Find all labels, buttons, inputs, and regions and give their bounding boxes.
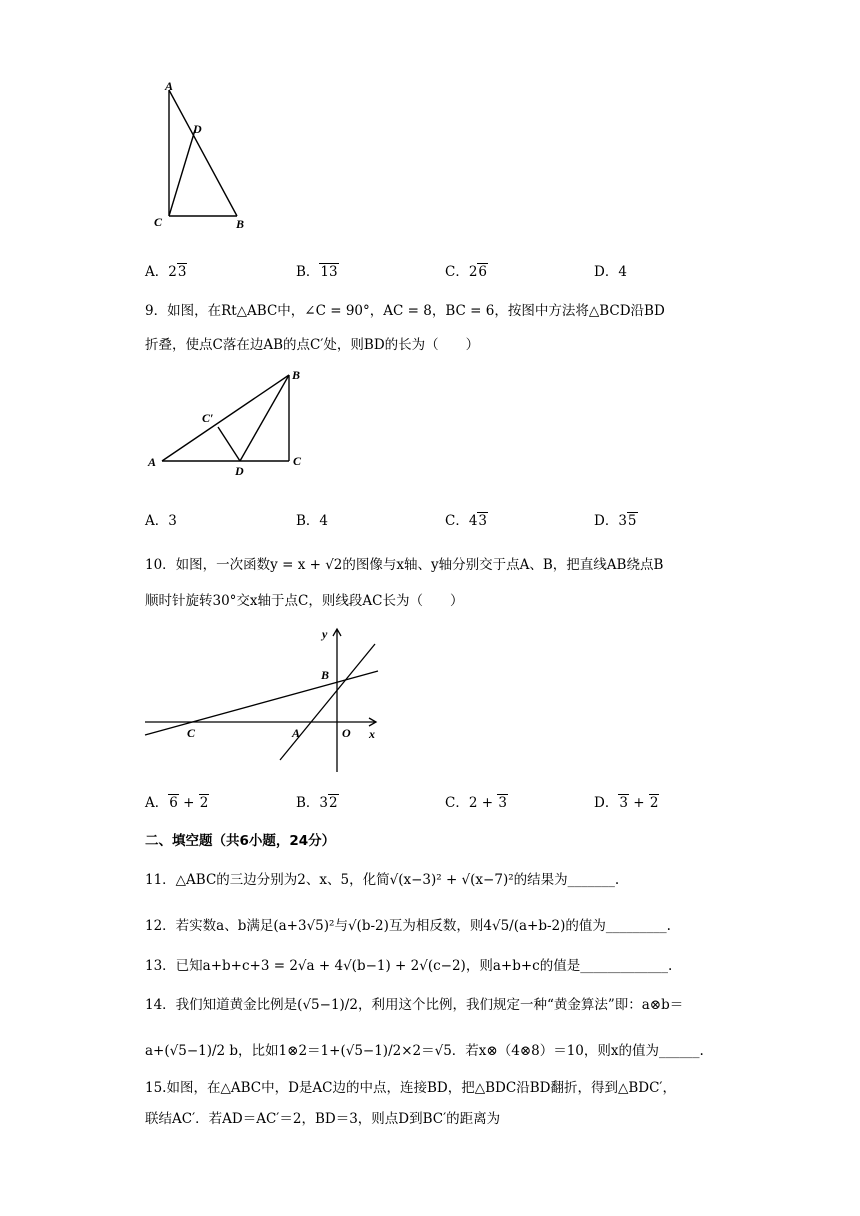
q8-option-d[interactable]: D．4	[594, 264, 627, 280]
fig10-label-y: y	[322, 627, 328, 641]
q9-figure	[142, 365, 317, 480]
q9-option-c[interactable]: C．43	[445, 513, 488, 529]
q14-line1: 14．我们知道黄金比例是(√5−1)/2，利用这个比例，我们规定一种“黄金算法”即：a⊗b＝	[145, 997, 684, 1013]
fig10-label-a: A	[292, 726, 301, 740]
q9-option-b[interactable]: B．4	[296, 513, 329, 529]
q10-option-a[interactable]: A．6 + 2	[145, 795, 209, 811]
q8-option-c[interactable]: C．26	[445, 264, 488, 280]
fig10-label-b: B	[321, 668, 330, 682]
q14-line2: a+(√5−1)/2 b，比如1⊗2＝1+(√5−1)/2×2＝√5．若x⊗（4⊗8）＝10，则x的值为______.	[145, 1043, 704, 1059]
q9-line1: 9．如图，在Rt△ABC中，∠C = 90°，AC = 8，BC = 6，按图中方法将△BCD沿BD	[145, 303, 665, 319]
fig9-label-b: B	[292, 368, 301, 382]
q10-option-b[interactable]: B．32	[296, 795, 338, 811]
q15-line1: 15.如图，在△ABC中，D是AC边的中点，连接BD，把△BDC沿BD翻折，得到△BDC′，	[145, 1080, 676, 1096]
q10-line1: 10．如图，一次函数y = x + √2的图像与x轴、y轴分别交于点A、B，把直线AB绕点B	[145, 557, 664, 573]
q13: 13．已知a+b+c+3 = 2√a + 4√(b−1) + 2√(c−2)，则a+b+c的值是_____________.	[145, 958, 673, 974]
q10-line2: 顺时针旋转30°交x轴于点C，则线段AC长为（ ）	[145, 593, 464, 609]
q10-option-d[interactable]: D．3 + 2	[594, 795, 659, 811]
section-heading: 二、填空题（共6小题，24分）	[145, 833, 336, 849]
q11: 11．△ABC的三边分别为2、x、5，化简√(x−3)² + √(x−7)²的结果为_______.	[145, 872, 620, 888]
q9-option-a[interactable]: A．3	[145, 513, 177, 529]
fig9-label-c1: C′	[202, 411, 214, 425]
fig9-label-c: C	[293, 454, 302, 468]
fig9-label-a: A	[148, 455, 157, 469]
fig8-label-c: C	[154, 215, 163, 229]
fig8-label-a: A	[165, 79, 174, 93]
q12: 12．若实数a、b满足(a+3√5)²与√(b-2)互为相反数，则4√5/(a+b-2)的值为_________.	[145, 918, 671, 934]
q8-option-b[interactable]: B．13	[296, 264, 338, 280]
q8-option-a[interactable]: A．23	[145, 264, 187, 280]
fig10-label-c: C	[187, 726, 196, 740]
fig10-label-x: x	[369, 727, 375, 741]
q15-line2: 联结AC′．若AD＝AC′＝2，BD＝3，则点D到BC′的距离为	[145, 1111, 501, 1127]
q8-figure	[150, 78, 260, 238]
q10-option-c[interactable]: C．2 + 3	[445, 795, 507, 811]
fig9-label-d: D	[235, 464, 244, 478]
q9-line2: 折叠，使点C落在边AB的点C′处，则BD的长为（ ）	[145, 337, 480, 353]
fig8-label-b: B	[236, 217, 245, 231]
fig8-label-d: D	[193, 122, 202, 136]
q9-option-d[interactable]: D．35	[594, 513, 637, 529]
q10-figure	[140, 624, 390, 774]
fig10-label-o: O	[342, 726, 351, 740]
